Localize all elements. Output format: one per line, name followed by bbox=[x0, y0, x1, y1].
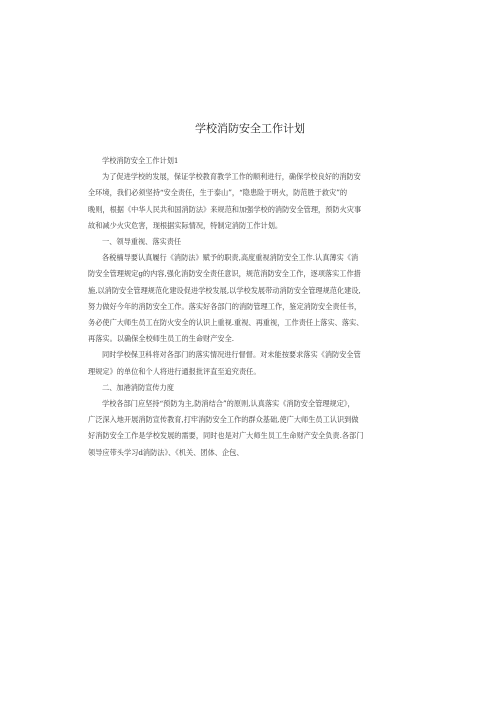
text-line: 努力做好今年的消防安全工作。落实好各部门的消防管理工作，鉴定消防安全责任书， bbox=[88, 301, 362, 311]
text-line: 学校消防安全工作计划1 bbox=[102, 156, 179, 165]
text-line: 施,以消防安全管理规范化建设促进学校发展,以学校发展带动消防安全管理规范化建设, bbox=[88, 285, 361, 295]
text-line: 二、加港消防宣传力度 bbox=[102, 382, 174, 392]
document-title: 学校消防安全工作计划 bbox=[195, 122, 305, 135]
document-body bbox=[88, 153, 418, 461]
text-line: 防安全管理规定g的内容,强化消防安全责任意识，规范消防安全工作，逐项落实工作措 bbox=[88, 269, 361, 279]
text-line: 全环境，我们必须坚持“安全责任，生于泰山”，“隐患险于明火，防范胜于救灾”的 bbox=[88, 188, 348, 198]
text-line: 再落实。以确保全校师生员工的生命财产安全. bbox=[88, 334, 235, 344]
text-line: 领导应带头学习d消防法》、《机关、团体、企包、 bbox=[88, 447, 244, 457]
text-line: 故和减少火灾危害，现根据实际情况，特制定消防工作计划。 bbox=[88, 220, 283, 230]
text-line: 晚则，根据《中华人民共和国消防法》来规范和加强学校的消防安全管理，预防火灾事 bbox=[88, 204, 362, 214]
text-line: 各税楠导要认真履行《消防法》赋予的职责,高度重视消防安全工作.认真薄实《消 bbox=[102, 253, 359, 263]
text-line: 务必使广大师生员工在防火安全的认识上重视.重视、再重视，工作责任上落实、落实、 bbox=[88, 318, 364, 328]
text-line: 理规定》的单位和个人将进行通报批评直至追究责任。 bbox=[88, 366, 261, 376]
text-line: 广泛深入地开展消防宣传教育,打牢消防安全工作的群众基础,使广大师生员工认识到做 bbox=[88, 415, 359, 425]
text-line: 一、领导重视、落实责任 bbox=[102, 237, 182, 247]
text-line: 好消防安全工作是学校发展的需要，同时也是对广大师生员工生命财产安全负责.各部门 bbox=[88, 431, 364, 441]
text-line: 为了促进学校的发展，保证学校教育教学工作的顺利进行，确保学校良好的消防安 bbox=[102, 172, 361, 182]
text-line: 同时学校保卫科将对各部门的落实情况进行督督。对未能按要求落实《消防安全管 bbox=[102, 350, 361, 360]
text-line: 学校各部门应坚持“预防为主,防消结合”的原则,认真落实《消防安全管理规定》， bbox=[102, 399, 355, 409]
